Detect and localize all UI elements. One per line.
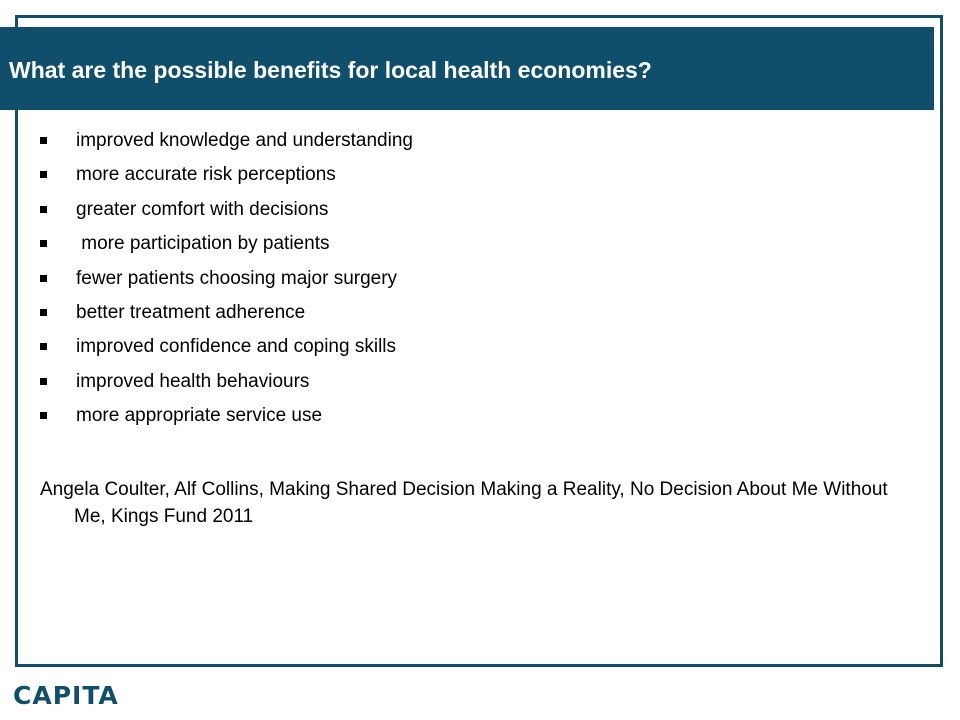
list-item bbox=[40, 264, 398, 298]
slide-title: What are the possible benefits for local health economies? bbox=[9, 57, 652, 83]
list-item bbox=[40, 298, 306, 332]
square-bullet-icon bbox=[40, 206, 47, 213]
list-item-text: more appropriate service use bbox=[76, 405, 323, 427]
benefits-list bbox=[40, 126, 413, 436]
square-bullet-icon bbox=[40, 343, 47, 350]
list-item bbox=[40, 126, 413, 160]
list-item bbox=[40, 401, 323, 435]
list-item-text: improved knowledge and understanding bbox=[76, 130, 413, 151]
list-item-text: greater comfort with decisions bbox=[76, 198, 329, 220]
square-bullet-icon bbox=[40, 309, 47, 316]
capita-logo: CAPITA bbox=[13, 681, 119, 710]
list-item-text: improved health behaviours bbox=[76, 370, 310, 392]
list-item bbox=[40, 195, 329, 229]
citation: Angela Coulter, Alf Collins, Making Shared Decision Making a Reality, No Decision About Me Without Me, Kings Fund 2011 bbox=[40, 479, 888, 527]
square-bullet-icon bbox=[40, 378, 47, 385]
square-bullet-icon bbox=[40, 275, 47, 282]
list-item bbox=[40, 367, 310, 401]
list-item-text: more accurate risk perceptions bbox=[76, 164, 336, 186]
square-bullet-icon bbox=[40, 137, 47, 144]
list-item bbox=[40, 160, 336, 194]
list-item-text: improved confidence and coping skills bbox=[76, 336, 397, 358]
list-item bbox=[40, 229, 330, 263]
list-item-text: better treatment adherence bbox=[76, 301, 306, 323]
square-bullet-icon bbox=[40, 240, 47, 247]
square-bullet-icon bbox=[40, 171, 47, 178]
list-item-text: more participation by patients bbox=[76, 233, 330, 255]
list-item bbox=[40, 332, 397, 366]
list-item-text: fewer patients choosing major surgery bbox=[76, 267, 398, 289]
square-bullet-icon bbox=[40, 412, 47, 419]
